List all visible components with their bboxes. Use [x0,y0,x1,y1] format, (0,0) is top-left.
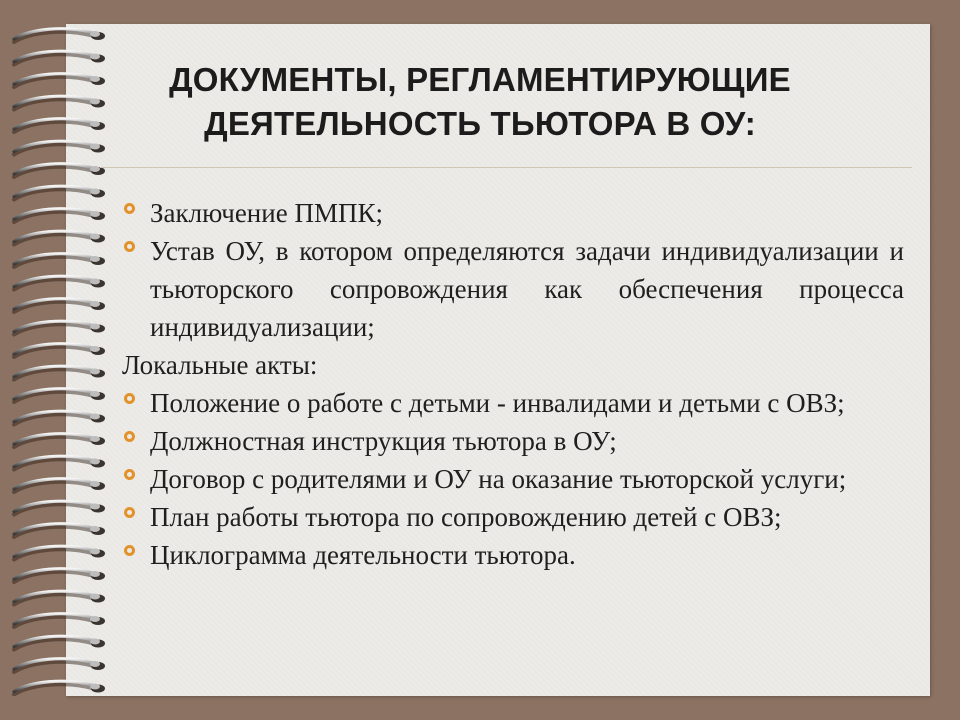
spiral-coil [14,186,105,199]
spiral-coil [14,614,105,627]
spiral-coil [14,164,105,177]
spiral-coil [14,344,105,357]
spiral-coil [14,254,105,267]
list-item-text: Устав ОУ, в котором определяются задачи индивидуализации и тьюторского сопровождения как обеспечения процесса индивидуализации; [150,236,904,342]
spiral-coil [14,389,105,402]
bullet-ring-icon [124,203,135,214]
spiral-coil [14,231,105,244]
list-heading [122,346,904,384]
title-divider [100,167,912,168]
bullet-ring-icon [124,507,135,518]
spiral-coil [14,524,105,537]
spiral-coil [14,299,105,312]
list-item [122,498,904,536]
spiral-coil [14,591,105,604]
list-item [122,194,904,232]
list-item-text: Заключение ПМПК; [150,198,383,228]
list-item-text: Положение о работе с детьми - инвалидами и детьми с ОВЗ; [150,388,845,418]
document-list [122,194,904,574]
spiral-coil [14,681,105,694]
bullet-ring-icon [124,431,135,442]
spiral-coil [14,501,105,514]
spiral-coil [14,546,105,559]
spiral-coil [14,636,105,649]
list-item-text: Договор с родителями и ОУ на оказание тьюторской услуги; [150,464,847,494]
page-title [80,58,880,146]
list-item-text: План работы тьютора по сопровождению детей с ОВЗ; [150,502,782,532]
list-item-text: Циклограмма деятельности тьютора. [150,540,576,570]
spiral-coil [14,276,105,289]
list-item [122,460,904,498]
spiral-coil [14,569,105,582]
spiral-coil [14,659,105,672]
spiral-coil [14,209,105,222]
bullet-ring-icon [124,241,135,252]
title-line-1: ДОКУМЕНТЫ, РЕГЛАМЕНТИРУЮЩИЕ [169,61,791,98]
list-item-text: Должностная инструкция тьютора в ОУ; [150,426,617,456]
spiral-coil [14,456,105,469]
list-heading-text: Локальные акты: [122,350,318,380]
bullet-ring-icon [124,469,135,480]
spiral-coil [14,366,105,379]
bullet-ring-icon [124,545,135,556]
list-item [122,536,904,574]
spiral-coil [14,479,105,492]
spiral-coil [14,434,105,447]
spiral-coil [14,29,105,42]
list-item [122,384,904,422]
bullet-ring-icon [124,393,135,404]
list-item [122,422,904,460]
title-line-2: ДЕЯТЕЛЬНОСТЬ ТЬЮТОРА В ОУ: [204,105,756,142]
list-item [122,232,904,346]
spiral-coil [14,411,105,424]
spiral-coil [14,321,105,334]
